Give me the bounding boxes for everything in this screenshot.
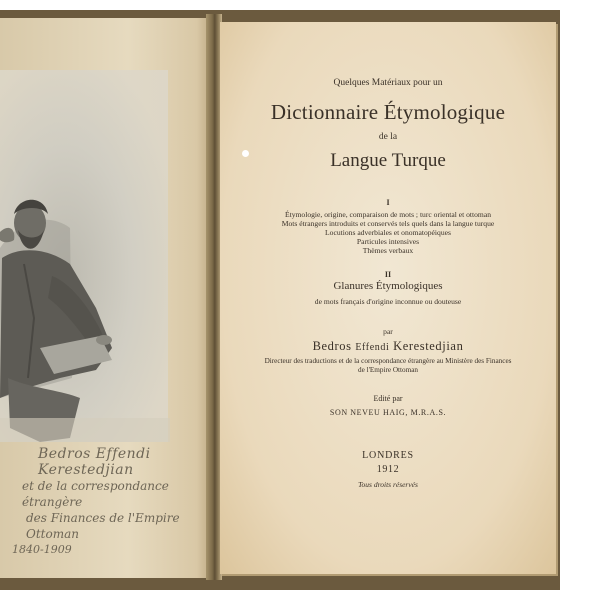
section1-item: Particules intensives [356,237,420,246]
author-last: Kerestedjian [393,339,464,353]
rights-notice: Tous droits réservés [358,480,418,489]
author-name [220,339,556,354]
frontispiece-page [0,18,214,578]
language-title: Langue Turque [330,150,446,171]
title-connector: de la [378,132,398,142]
section1-item: Thèmes verbaux [362,246,414,255]
section-numeral: I [386,198,390,207]
section-numeral: II [384,270,392,279]
author-role: Directeur des traductions et de la correspondance étrangère au Ministère des Finances [264,357,512,365]
by-line: par [383,327,393,336]
author-first: Bedros [312,339,352,353]
author-middle: Effendi [355,342,390,353]
pre-title: Quelques Matériaux pour un [333,78,443,88]
main-title: Dictionnaire Étymologique [270,100,506,124]
portrait-caption [8,446,208,558]
section2-subtitle: de mots français d'origine inconnue ou douteuse [314,297,462,306]
section2-title: Glanures Étymologiques [333,280,443,292]
publication-year: 1912 [376,464,400,475]
section1-item: Locutions adverbiales et onomatopéiques [325,228,451,237]
title-page [220,22,556,574]
signature: Bedros Effendi Kerestedjian [38,446,151,478]
edited-by: Edité par [373,394,403,403]
section1-item: Étymologie, origine, comparaison de mots ; turc oriental et ottoman [284,210,492,219]
place-of-publication: LONDRES [362,450,414,461]
caption-line: et de la correspondance étrangère [22,479,169,509]
caption-line: des Finances de l'Empire Ottoman [26,511,180,541]
author-role: de l'Empire Ottoman [358,366,418,374]
editor-name: SON NEVEU HAIG, M.R.A.S. [329,408,447,417]
section1-item: Mots étrangers introduits et conservés tels quels dans la langue turque [281,219,495,228]
caption-years: 1840-1909 [12,543,72,556]
